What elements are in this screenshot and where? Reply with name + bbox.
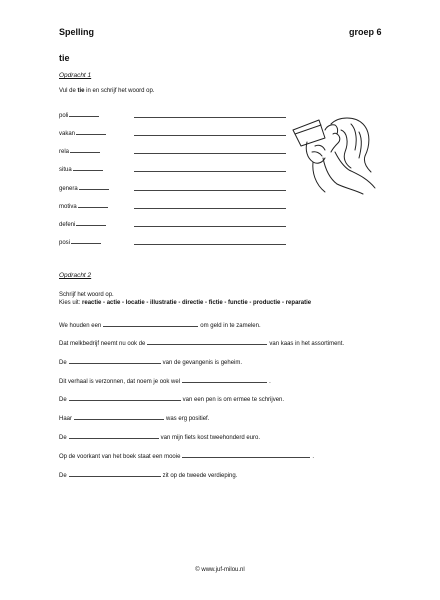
word-stem-with-blank	[59, 146, 100, 155]
word-stem: defeni	[59, 222, 76, 228]
sentence-row	[59, 413, 209, 422]
word-row	[59, 219, 289, 229]
sentence-after: .	[312, 454, 315, 460]
word-ending-blank[interactable]	[78, 201, 108, 208]
word-row	[59, 237, 289, 247]
sentence-before: Dat melkbedrijf neemt nu ook de	[59, 341, 146, 347]
word-row	[59, 183, 289, 193]
sentence-after: van de gevangenis is geheim.	[162, 360, 243, 366]
word-stem: posi	[59, 240, 71, 246]
sentence-before: De	[59, 473, 67, 479]
fill-in-blank[interactable]	[147, 338, 267, 345]
answer-line[interactable]	[134, 208, 286, 209]
exercise2-heading: Opdracht 2	[59, 272, 92, 279]
word-stem: genera	[59, 186, 78, 192]
answer-line[interactable]	[134, 244, 286, 245]
sentence-before: De	[59, 397, 67, 403]
sentence-row	[59, 376, 271, 385]
sentence-row	[59, 320, 261, 329]
word-ending-blank[interactable]	[73, 164, 103, 171]
word-row	[59, 146, 289, 156]
answer-line[interactable]	[134, 117, 286, 118]
fill-in-blank[interactable]	[182, 451, 310, 458]
answer-line[interactable]	[134, 226, 286, 227]
sentence-row	[59, 432, 260, 441]
fill-in-blank[interactable]	[69, 432, 159, 439]
fill-in-blank[interactable]	[74, 413, 164, 420]
exercise1-instruction: Vul de tie in en schrijf het woord op.	[59, 88, 155, 94]
sentence-row	[59, 357, 242, 366]
word-stem-with-blank	[59, 110, 99, 119]
answer-line[interactable]	[134, 135, 286, 136]
fill-in-blank[interactable]	[69, 357, 161, 364]
sentence-before: De	[59, 435, 67, 441]
answer-line[interactable]	[134, 171, 286, 172]
sentence-after: om geld in te zamelen.	[200, 323, 261, 329]
sentence-before: Op de voorkant van het boek staat een mooie	[59, 454, 181, 460]
sentence-after: van kaas in het assortiment.	[269, 341, 345, 347]
word-ending-blank[interactable]	[76, 128, 106, 135]
word-ending-blank[interactable]	[71, 237, 101, 244]
word-stem: situa	[59, 167, 72, 173]
subject-title: Spelling	[59, 27, 95, 37]
sentence-row	[59, 451, 314, 460]
fill-in-blank[interactable]	[69, 394, 181, 401]
word-stem: rela	[59, 149, 70, 155]
fill-in-blank[interactable]	[103, 320, 198, 327]
exercise2-instruction: Schrijf het woord op.	[59, 292, 114, 298]
word-ending-blank[interactable]	[69, 110, 99, 117]
sentence-row	[59, 394, 284, 403]
word-stem-with-blank	[59, 201, 108, 210]
word-row	[59, 164, 289, 174]
word-stem-with-blank	[59, 128, 106, 137]
word-row	[59, 128, 289, 138]
answer-line[interactable]	[134, 153, 286, 154]
word-stem-with-blank	[59, 219, 106, 228]
word-ending-blank[interactable]	[79, 183, 109, 190]
sentence-row	[59, 338, 344, 347]
word-stem-with-blank	[59, 164, 103, 173]
sentence-after: van een pen is om ermee te schrijven.	[182, 397, 285, 403]
sentence-after: zit op de tweede verdieping.	[162, 473, 238, 479]
word-row	[59, 110, 289, 120]
sentence-before: We houden een	[59, 323, 102, 329]
topic-title: tie	[59, 53, 70, 63]
word-stem: poli	[59, 113, 69, 119]
sentence-before: De	[59, 360, 67, 366]
footer-credit: © www.juf-milou.nl	[195, 567, 245, 573]
word-stem: vakan	[59, 131, 76, 137]
fill-in-blank[interactable]	[69, 470, 161, 477]
answer-line[interactable]	[134, 190, 286, 191]
sentence-after: .	[269, 379, 271, 385]
word-ending-blank[interactable]	[76, 219, 106, 226]
sentence-after: was erg positief.	[166, 416, 210, 422]
word-stem: motiva	[59, 204, 77, 210]
word-stem-with-blank	[59, 237, 101, 246]
girl-drinking-illustration	[285, 108, 385, 208]
sentence-before: Haar	[59, 416, 73, 422]
grade-label: groep 6	[349, 27, 382, 37]
word-ending-blank[interactable]	[70, 146, 100, 153]
sentence-before: Dit verhaal is verzonnen, dat noem je ook wel	[59, 379, 181, 385]
fill-in-blank[interactable]	[182, 376, 267, 383]
exercise1-heading: Opdracht 1	[59, 72, 92, 79]
sentence-row	[59, 470, 237, 479]
word-row	[59, 201, 289, 211]
word-stem-with-blank	[59, 183, 109, 192]
sentence-after: van mijn fiets kost tweehonderd euro.	[160, 435, 261, 441]
exercise2-word-choices: Kies uit: reactie - actie - locatie - illustratie - directie - fictie - functie - productie - reparatie	[59, 300, 312, 306]
